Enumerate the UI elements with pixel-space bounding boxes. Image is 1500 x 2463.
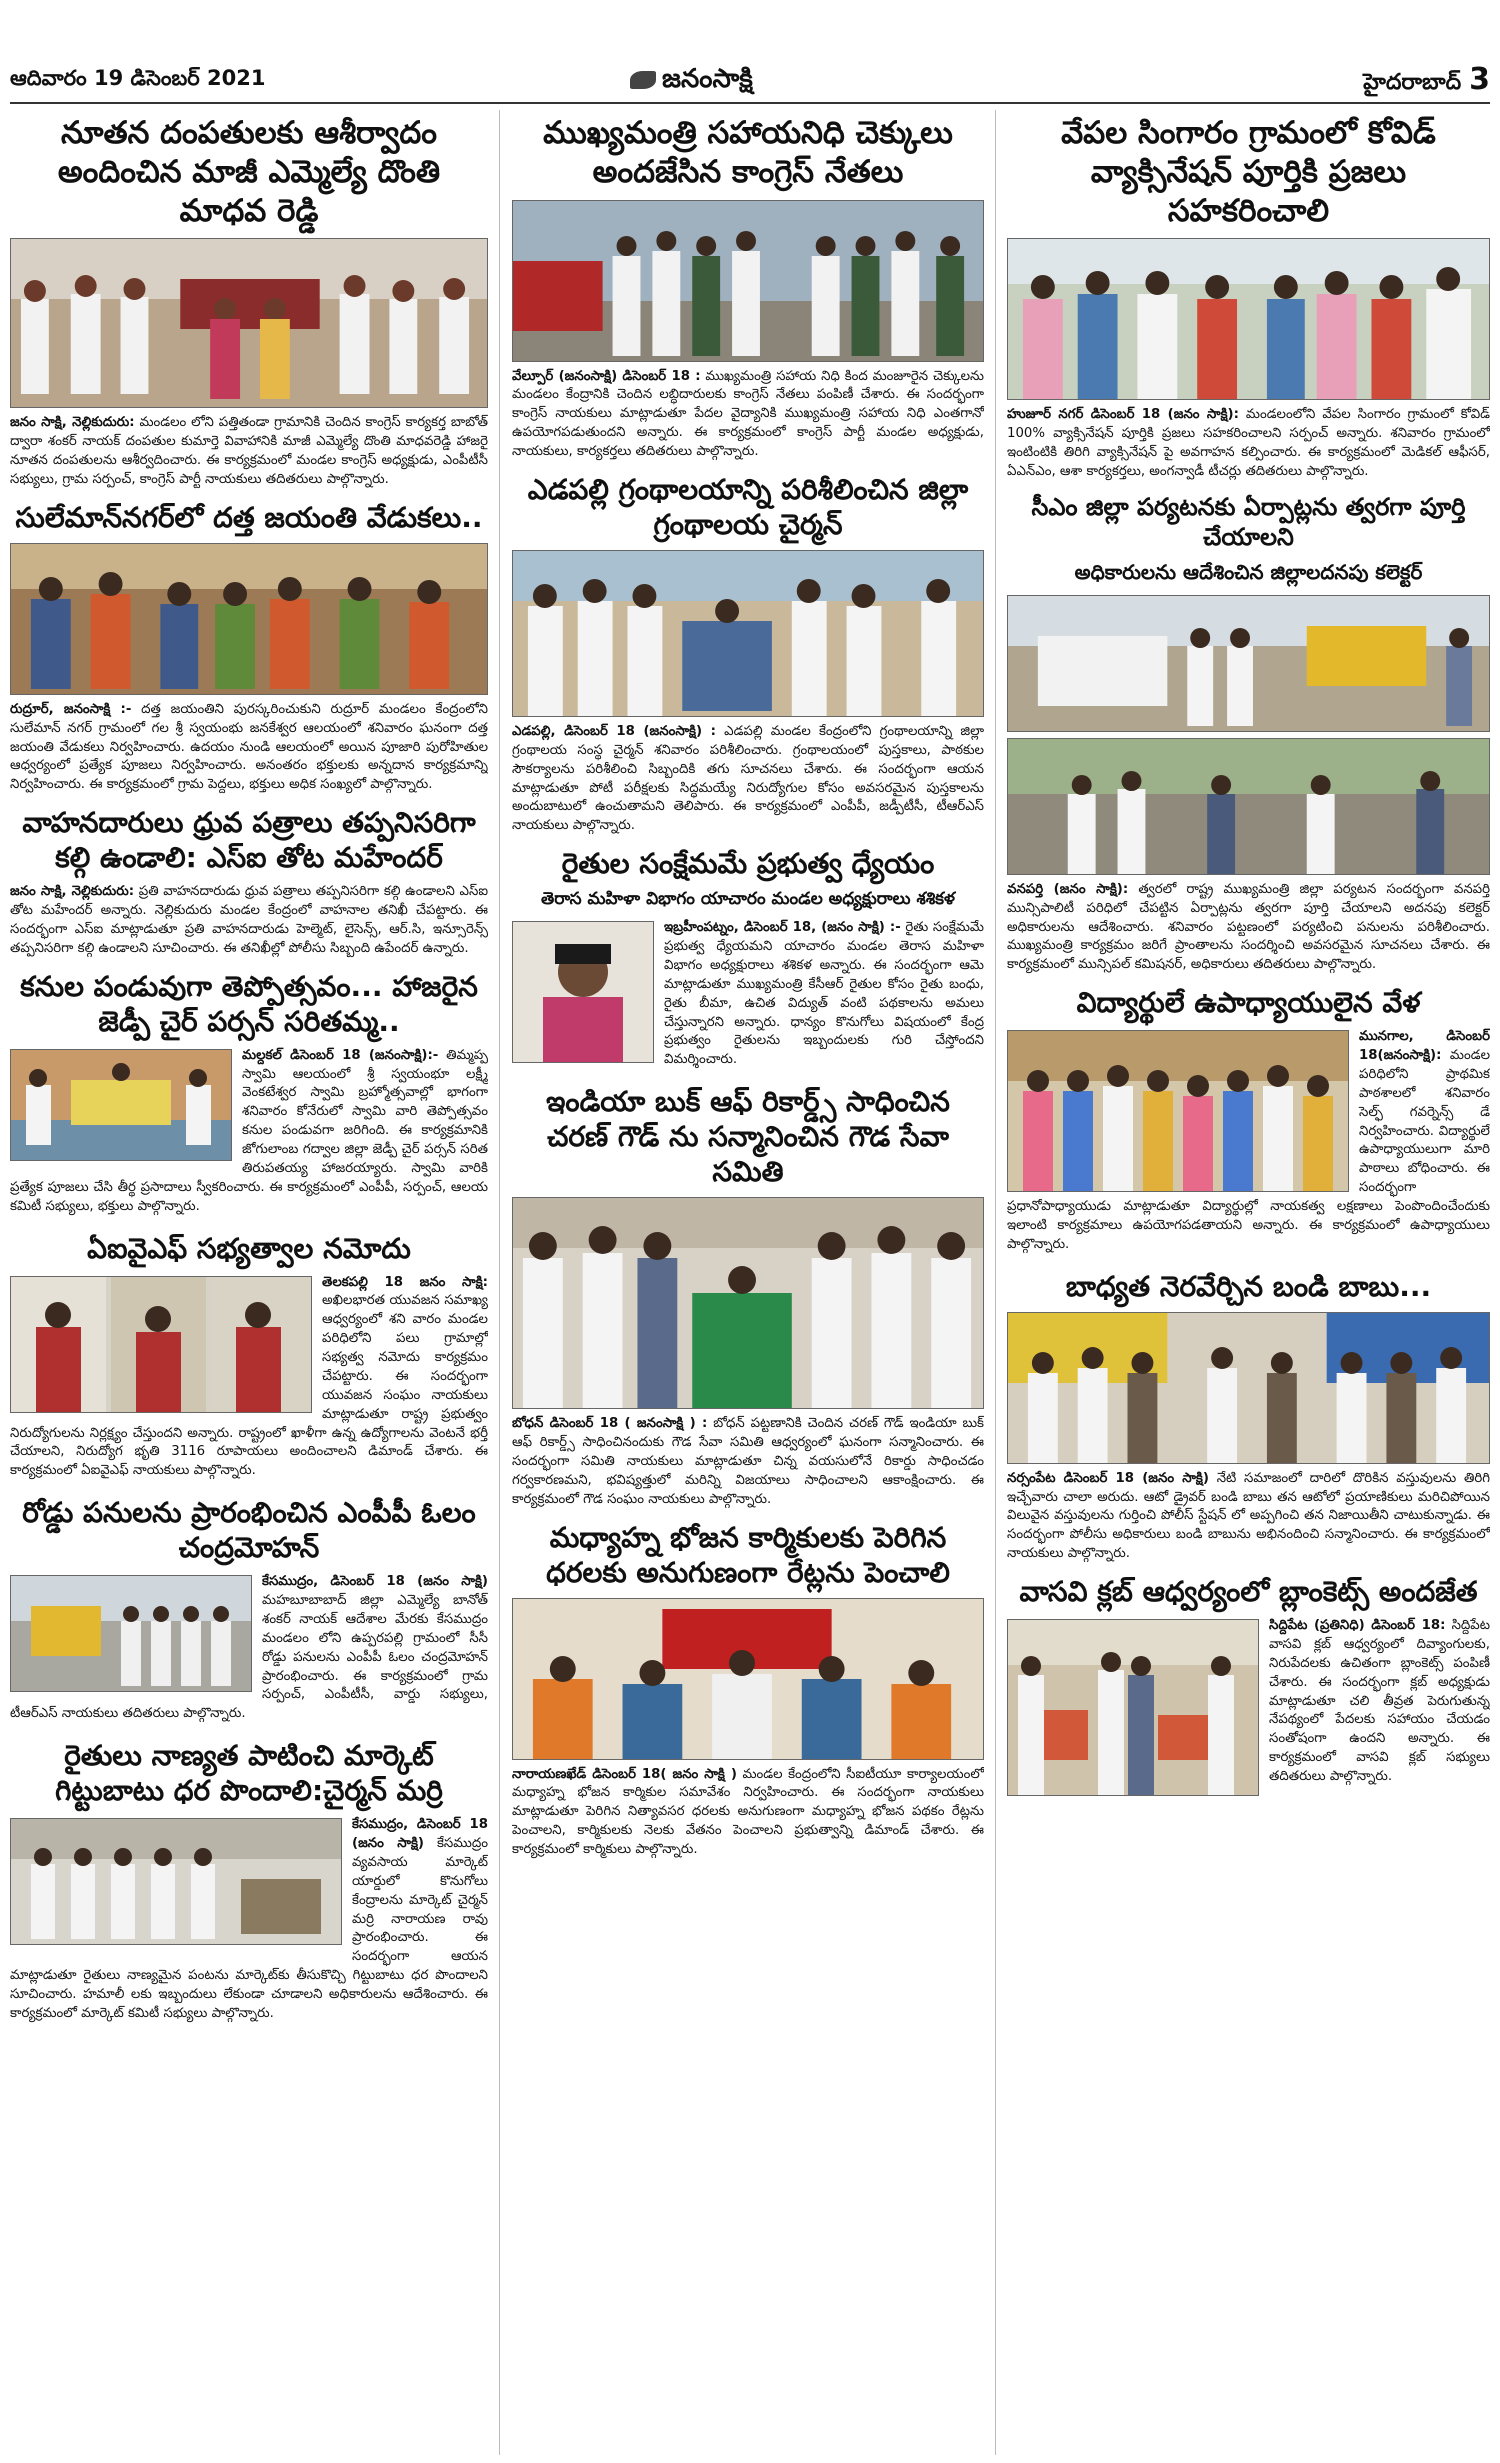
dateline: మల్దకల్ డిసెంబర్ 18 (జనంసాక్షి):- [242, 1047, 439, 1063]
edition-info [1363, 62, 1490, 100]
headline-farmer-welfare: రైతుల సంక్షేమమే ప్రభుత్వ ధ్యేయం [561, 847, 935, 881]
article-body: తిమ్మప్ప స్వామి ఆలయంలో శ్రీ స్వయంభూ లక్ష్మీ వెంకటేశ్వర స్వామి బ్రహ్మోత్సవాల్లో భాగంగా శనివారం కోనేరులో స్వామి వారి తెప్పోత్సవం కనుల పండువగా జరిగింది. ఈ కార్యక్రమానికి జోగులాంబ గద్వాల జిల్లా జెడ్పీ చైర్ పర్సన్ సరిత తిరుపతయ్య హాజరయ్యారు. స్వామి వారికి ప్రత్యేక పూజలు చేసి తీర్థ ప్రసాదాలు స్వీకరించారు. ఈ కార్యక్రమంలో ఎంపీపీ, సర్పంచ్, ఆలయ కమిటీ సభ్యులు, భక్తులు పాల్గొన్నారు. [10, 1047, 488, 1214]
column-right [1007, 110, 1490, 2455]
headline-students-teachers: విద్యార్థులే ఉపాధ్యాయులైన వేళ [1076, 986, 1421, 1020]
column-middle [512, 110, 984, 2455]
photo-aiyf [10, 1276, 312, 1413]
headline-midday-meal: మధ్యాహ్న భోజన కార్మికులకు పెరిగిన ధరలకు అనుగుణంగా రేట్లను పెంచాలి [546, 1520, 950, 1589]
dateline: రుద్రూర్, జనంసాక్షి :- [10, 701, 132, 717]
article-body: అఖిలభారత యువజన సమాఖ్య ఆధ్వర్యంలో శని వారం మండల పరిధిలోని పలు గ్రామాల్లో సభ్యత్వ నమోదు కార్యక్రమం చేపట్టారు. ఈ సందర్భంగా యువజన సంఘం నాయకులు మాట్లాడుతూ రాష్ట్ర ప్రభుత్వం నిరుద్యోగులను నిర్లక్ష్యం చేస్తుందని అన్నారు. రాష్ట్రంలో ఖాళీగా ఉన్న ఉద్యోగాలను వెంటనే భర్తీ చేయాలని, నిరుద్యోగ భృతి 3116 రూపాయలు అందించాలని డిమాండ్ చేశారు. ఈ కార్యక్రమంలో ఏఐవైఎఫ్ నాయకులు పాల్గొన్నారు. [10, 1293, 488, 1479]
subheadline-sasikala: తెరాస మహిళా విభాగం యాచారం మండల అధ్యక్షురాలు శశికళ [540, 889, 956, 910]
article-body: మండలంలోని వేపల సింగారం గ్రామంలో కోవిడ్ 100% వ్యాక్సినేషన్ పూర్తికి ప్రజలు సహకరించాలని సర్పంచ్ అన్నారు. శనివారం గ్రామంలో ఇంటింటికి తిరిగి వ్యాక్సినేషన్ పై అవగాహన కల్పించారు. ఈ కార్యక్రమంలో మెడికల్ ఆఫీసర్, ఏఎన్ఎం, ఆశా కార్యకర్తలు, అంగన్వాడీ టీచర్లు తదితరులు పాల్గొన్నారు. [1007, 407, 1490, 479]
newspaper-logo [630, 64, 753, 100]
logo-text: జనంసాక్షి [662, 64, 753, 94]
dateline: బోధన్ డిసెంబర్ 18 ( జనంసాక్షి ) : [512, 1416, 708, 1432]
article-body: ఎడపల్లి మండల కేంద్రంలోని గ్రంథాలయాన్ని జిల్లా గ్రంథాలయ సంస్థ చైర్మన్ శనివారం పరిశీలించారు. గ్రంథాలయంలో పుస్తకాలు, పాఠకుల సౌకర్యాలను పరిశీలించి సిబ్బందికి తగు సూచనలు చేశారు. ఈ సందర్భంగా ఆయన మాట్లాడుతూ పోటీ పరీక్షలకు సిద్ధమయ్యే నిరుద్యోగుల కోసం అవసరమైన పుస్తకాలను అందుబాటులో ఉంచుతామని తెలిపారు. ఈ కార్యక్రమంలో ఎంపీపీ, జడ్పీటీసీ, టీఆర్ఎస్ నాయకులు పాల్గొన్నారు. [512, 723, 984, 834]
dateline: వనపర్తి (జనం సాక్షి): [1007, 881, 1129, 897]
photo-collector-inspection-1 [1007, 595, 1490, 732]
article-body: రైతు సంక్షేమమే ప్రభుత్వ ధ్యేయమని యాచారం మండల తెరాస మహిళా విభాగం అధ్యక్షురాలు శశికళ అన్నారు. ఈ సందర్భంగా ఆమె మాట్లాడుతూ ముఖ్యమంత్రి కేసీఆర్ రైతుల కోసం రైతు బంధు, రైతు బీమా, ఉచిత విద్యుత్ వంటి పథకాలను అమలు చేస్తున్నారని అన్నారు. ధాన్యం కొనుగోలు విషయంలో కేంద్ర ప్రభుత్వం రైతులను ఇబ్బందులకు గురి చేస్తోందని విమర్శించారు. [664, 920, 984, 1068]
headline-vasavi-club: వాసవి క్లబ్ ఆధ్వర్యంలో బ్లాంకెట్స్ అందజేత [1019, 1575, 1478, 1608]
column-divider [499, 110, 500, 2455]
article-body: కేసముద్రం వ్యవసాయ మార్కెట్ యార్డులో కొనుగోలు కేంద్రాలను మార్కెట్ చైర్మన్ మర్రి నారాయణ రావు ప్రారంభించారు. ఈ సందర్భంగా ఆయన మాట్లాడుతూ రైతులు నాణ్యమైన పంటను మార్కెట్‌కు తీసుకొచ్చి గిట్టుబాటు ధర పొందాలని సూచించారు. హమాలీ లకు ఇబ్బందులు లేకుండా చూడాలని అధికారులను ఆదేశించారు. ఈ కార్యక్రమంలో మార్కెట్ కమిటీ సభ్యులు పాల్గొన్నారు. [10, 1836, 488, 2021]
photo-cmrf [512, 200, 984, 362]
headline-market-chairman: రైతులు నాణ్యత పాటించి మార్కెట్ గిట్టుబాటు ధర పొందాలి:చైర్మన్ మర్రి [55, 1739, 443, 1808]
headline-charan-goud: ఇండియా బుక్ ఆఫ్ రికార్డ్స్ సాధించిన చరణ్ గౌడ్ ను సన్మానించిన గౌడ సేవా సమితి [546, 1085, 950, 1189]
article-body: ప్రతి వాహనదారుడు ధ్రువ పత్రాలు తప్పనిసరిగా కల్గి ఉండాలని ఎస్ఐ తోట మహేందర్ అన్నారు. నెల్లికుదురు మండల కేంద్రంలో వాహనాల తనిఖీ చేపట్టారు. ఈ సందర్భంగా ఎస్ఐ మాట్లాడుతూ ప్రతి వాహనదారుడు హెల్మెట్, లైసెన్స్, ఆర్.సి, ఇన్సూరెన్స్ తప్పనిసరిగా కల్గి ఉండాలని సూచించారు. ఈ తనిఖీల్లో పోలీసు సిబ్బంది ఉపేందర్ ఉన్నారు. [10, 884, 488, 956]
dateline: నర్సంపేట డిసెంబర్ 18 (జనం సాక్షి) [1007, 1470, 1209, 1486]
article-body: బోధన్ పట్టణానికి చెందిన చరణ్ గౌడ్ ఇండియా బుక్ ఆఫ్ రికార్డ్స్ సాధించినందుకు గౌడ సేవా సమితి ఆధ్వర్యంలో ఘనంగా సన్మానించారు. ఈ సందర్భంగా సమితి నాయకులు మాట్లాడుతూ చిన్న వయసులోనే రికార్డు సాధించడం గర్వకారణమని, భవిష్యత్తులో మరిన్ని విజయాలు సాధించాలని ఆకాంక్షించారు. ఈ కార్యక్రమంలో గౌడ సంఘం నాయకులు పాల్గొన్నారు. [512, 1416, 984, 1507]
article-body: మండల పరిధిలోని ప్రాథమిక పాఠశాలలో శనివారం సెల్ఫ్ గవర్నెన్స్ డే నిర్వహించారు. విద్యార్థులే ఉపాధ్యాయులుగా మారి పాఠాలు బోధించారు. ఈ సందర్భంగా ప్రధానోపాధ్యాయుడు మాట్లాడుతూ విద్యార్థుల్లో నాయకత్వ లక్షణాలు పెంపొందించేందుకు ఇలాంటి కార్యక్రమాలు ఉపయోగపడతాయని అన్నారు. ఈ కార్యక్రమంలో ఉపాధ్యాయులు పాల్గొన్నారు. [1007, 1048, 1490, 1252]
photo-temple [10, 543, 488, 695]
article-body: సిద్దిపేట వాసవి క్లబ్ ఆధ్వర్యంలో దివ్యాంగులకు, నిరుపేదలకు ఉచితంగా బ్లాంకెట్స్ పంపిణీ చేశారు. ఈ సందర్భంగా క్లబ్ అధ్యక్షుడు మాట్లాడుతూ చలి తీవ్రత పెరుగుతున్న నేపథ్యంలో పేదలకు సహాయం చేయడం సంతోషంగా ఉందని అన్నారు. ఈ కార్యక్రమంలో వాసవి క్లబ్ సభ్యులు తదితరులు పాల్గొన్నారు. [1269, 1618, 1490, 1784]
article-body: ముఖ్యమంత్రి సహాయ నిధి కింద మంజూరైన చెక్కులను మండలం కేంద్రానికి చెందిన లబ్ధిదారులకు కాంగ్రెస్ నేతలు పంపిణీ చేశారు. ఈ సందర్భంగా కాంగ్రెస్ నాయకులు మాట్లాడుతూ పేదల వైద్యానికి ముఖ్యమంత్రి సహాయ నిధి ఎంతగానో ఉపయోగపడుతుందని అన్నారు. ఈ కార్యక్రమంలో కాంగ్రెస్ పార్టీ మండల అధ్యక్షుడు, నాయకులు, కార్యకర్తలు తదితరులు పాల్గొన్నారు. [512, 368, 984, 459]
dateline: హుజూర్ నగర్ డిసెంబర్ 18 (జనం సాక్షి): [1007, 407, 1239, 423]
headline-road-works: రోడ్డు పనులను ప్రారంభించిన ఎంపీపీ ఓలం చంద్రమోహన్ [22, 1496, 476, 1565]
headline-teppotsavam: కనుల పండువుగా తెప్పోత్సవం... హాజరైన జెడ్పీ చైర్ పర్సన్ సరితమ్మ.. [20, 969, 478, 1038]
article-body: మండలం లోని పత్తితండా గ్రామానికి చెందిన కాంగ్రెస్ కార్యకర్త బాబోత్ ద్వారా శంకర్ నాయక్ దంపతుల కుమార్తె వివాహానికి మాజీ ఎమ్మెల్యే దొంతి మాధవరెడ్డి హాజరై నూతన దంపతులను ఆశీర్వదించారు. ఈ కార్యక్రమంలో మండల కాంగ్రెస్ అధ్యక్షుడు, ఎంపీటీసీ సభ్యులు, గ్రామ సర్పంచ్, కాంగ్రెస్ పార్టీ నాయకులు తదితరులు పాల్గొన్నారు. [10, 415, 488, 487]
article-body: నేటి సమాజంలో దారిలో దొరికిన వస్తువులను తిరిగి ఇచ్చేవారు చాలా అరుదు. ఆటో డ్రైవర్ బండి బాబు తన ఆటోలో ప్రయాణికులు మరిచిపోయిన విలువైన వస్తువులను గుర్తించి పోలీస్ స్టేషన్ లో అప్పగించి తన నిజాయితీని చాటుకున్నాడు. ఈ సందర్భంగా పోలీసు అధికారులు బండి బాబును అభినందించి సన్మానించారు. ఈ కార్యక్రమంలో నాయకులు పాల్గొన్నారు. [1007, 1470, 1490, 1562]
subheadline-collector: అధికారులను ఆదేశించిన జిల్లాలదనపు కలెక్టర్ [1074, 559, 1423, 584]
dateline: కేసముద్రం, డిసెంబర్ 18 (జనం సాక్షి) [352, 1817, 488, 1851]
headline-bandi-babu: బాధ్యత నెరవేర్చిన బండి బాబు... [1065, 1269, 1432, 1303]
headline-wedding: నూతన దంపతులకు ఆశీర్వాదం అందించిన మాజీ ఎమ్మెల్యే దొంతి మాధవ రెడ్డి [57, 115, 441, 229]
photo-bandi-babu [1007, 1312, 1490, 1464]
photo-sasikala [512, 921, 654, 1063]
photo-library [512, 550, 984, 717]
headline-vehicle-documents: వాహనదారులు ధ్రువ పత్రాలు తప్పనిసరిగా కల్గి ఉండాలి: ఎస్ఐ తోట మహేందర్ [22, 806, 476, 875]
dateline: ఇబ్రహీంపట్నం, డిసెంబర్ 18, (జనం సాక్షి) :- [664, 920, 901, 936]
photo-midday-meal [512, 1598, 984, 1760]
dateline: తెలకపల్లి 18 జనం సాక్షి: [322, 1274, 488, 1290]
dateline: వేల్పూర్ (జనంసాక్షి) డిసెంబర్ 18 : [512, 368, 701, 384]
headline-aiyf: ఏఐవైఎఫ్ సభ్యత్వాల నమోదు [87, 1231, 411, 1265]
photo-road-works [10, 1575, 252, 1692]
article-body: త్వరలో రాష్ట్ర ముఖ్యమంత్రి జిల్లా పర్యటన సందర్భంగా వనపర్తి మున్సిపాలిటీ పరిధిలో చేపట్టిన ఏర్పాట్లను త్వరగా పూర్తి చేయాలని అదనపు కలెక్టర్ అధికారులను ఆదేశించారు. శనివారం పట్టణంలో పర్యటించి పనులను పరిశీలించారు. ముఖ్యమంత్రి కార్యక్రమం జరిగే ప్రాంతాలను సందర్శించి అవసరమైన సూచనలు చేశారు. ఈ కార్యక్రమంలో మున్సిపల్ కమిషనర్, అధికారులు తదితరులు పాల్గొన్నారు. [1007, 881, 1490, 973]
pen-logo-icon [630, 71, 656, 89]
issue-date: ఆదివారం 19 డిసెంబర్ 2021 [10, 66, 266, 90]
dateline: కేసముద్రం, డిసెంబర్ 18 (జనం సాక్షి) [262, 1574, 488, 1590]
dateline: జనం సాక్షి, నెల్లికుదురు: [10, 884, 135, 900]
article-body: దత్త జయంతిని పురస్కరించుకుని రుద్రూర్ మండలం కేంద్రంలోని సులేమాన్ నగర్ గ్రామంలో గల శ్రీ స్వయంభు జనకేశ్వర ఆలయంలో శనివారం ఘనంగా దత్త జయంతి వేడుకలు నిర్వహించారు. ఉదయం నుండి ఆలయంలో అయిన పూజారి పురోహితుల ఆధ్వర్యంలో ప్రత్యేక పూజలు నిర్వహించారు. అనంతరం భక్తులకు అన్నదాన కార్యక్రమాన్ని నిర్వహించారు. ఈ కార్యక్రమంలో గ్రామ పెద్దలు, భక్తులు అధిక సంఖ్యలో పాల్గొన్నారు. [10, 701, 488, 793]
dateline: ఎడపల్లి, డిసెంబర్ 18 (జనంసాక్షి) : [512, 723, 716, 739]
page-number: 3 [1469, 62, 1490, 97]
photo-charan-goud [512, 1197, 984, 1409]
photo-vaccination [1007, 238, 1490, 400]
headline-datta-jayanti: సులేమాన్‌నగర్‌లో దత్త జయంతి వేడుకలు.. [15, 500, 483, 534]
column-divider [995, 110, 996, 2455]
headline-library: ఎడపల్లి గ్రంథాలయాన్ని పరిశీలించిన జిల్లా గ్రంథాలయ చైర్మన్ [527, 472, 969, 541]
dateline: సిద్దిపేట (ప్రతినిధి) డిసెంబర్ 18: [1269, 1618, 1446, 1633]
photo-students [1007, 1030, 1349, 1192]
photo-market-yard [10, 1818, 342, 1945]
dateline: జనం సాక్షి, నెల్లికుదురు: [10, 415, 135, 431]
headline-vaccination: వేపల సింగారం గ్రామంలో కోవిడ్ వ్యాక్సినేషన్ పూర్తికి ప్రజలు సహకరించాలి [1061, 115, 1436, 229]
article-body: మహబూబాబాద్ జిల్లా ఎమ్మెల్యే బానోత్ శంకర్ నాయక్ ఆదేశాల మేరకు కేసముద్రం మండలం లోని ఉప్పరపల్లి గ్రామంలో సీసీ రోడ్డు పనులను ఎంపీపీ ఓలం చంద్రమోహన్ ప్రారంభించారు. ఈ కార్యక్రమంలో గ్రామ సర్పంచ్, ఎంపీటీసీ, వార్డు సభ్యులు, టీఆర్ఎస్ నాయకులు తదితరులు పాల్గొన్నారు. [10, 1593, 488, 1722]
dateline: మునగాల, డిసెంబర్ 18(జనంసాక్షి): [1359, 1029, 1490, 1063]
headline-cmrf-cheques: ముఖ్యమంత్రి సహాయనిధి చెక్కులు అందజేసిన కాంగ్రెస్ నేతలు [543, 115, 953, 190]
headline-cm-visit: సీఎం జిల్లా పర్యటనకు ఏర్పాట్లను త్వరగా పూర్తి చేయాలని [1031, 492, 1466, 551]
edition-city: హైదరాబాద్ [1363, 70, 1462, 95]
photo-wedding [10, 238, 488, 408]
photo-collector-inspection-2 [1007, 738, 1490, 875]
photo-vasavi-club [1007, 1619, 1259, 1796]
masthead [10, 62, 1490, 104]
dateline: నారాయణఖేడ్ డిసెంబర్ 18( జనం సాక్షి ) [512, 1766, 737, 1782]
article-body: మండల కేంద్రంలోని సీఐటీయూ కార్యాలయంలో మధ్యాహ్న భోజన కార్మికుల సమావేశం నిర్వహించారు. ఈ సందర్భంగా నాయకులు మాట్లాడుతూ పెరిగిన నిత్యావసర ధరలకు అనుగుణంగా మధ్యాహ్న భోజన పథకం రేట్లను పెంచాలని, కార్మికులకు నెలకు వేతనం పెంచాలని ప్రభుత్వాన్ని డిమాండ్ చేశారు. ఈ కార్యక్రమంలో కార్మికులు పాల్గొన్నారు. [512, 1766, 984, 1857]
photo-teppotsavam [10, 1049, 232, 1161]
column-left [10, 110, 488, 2455]
